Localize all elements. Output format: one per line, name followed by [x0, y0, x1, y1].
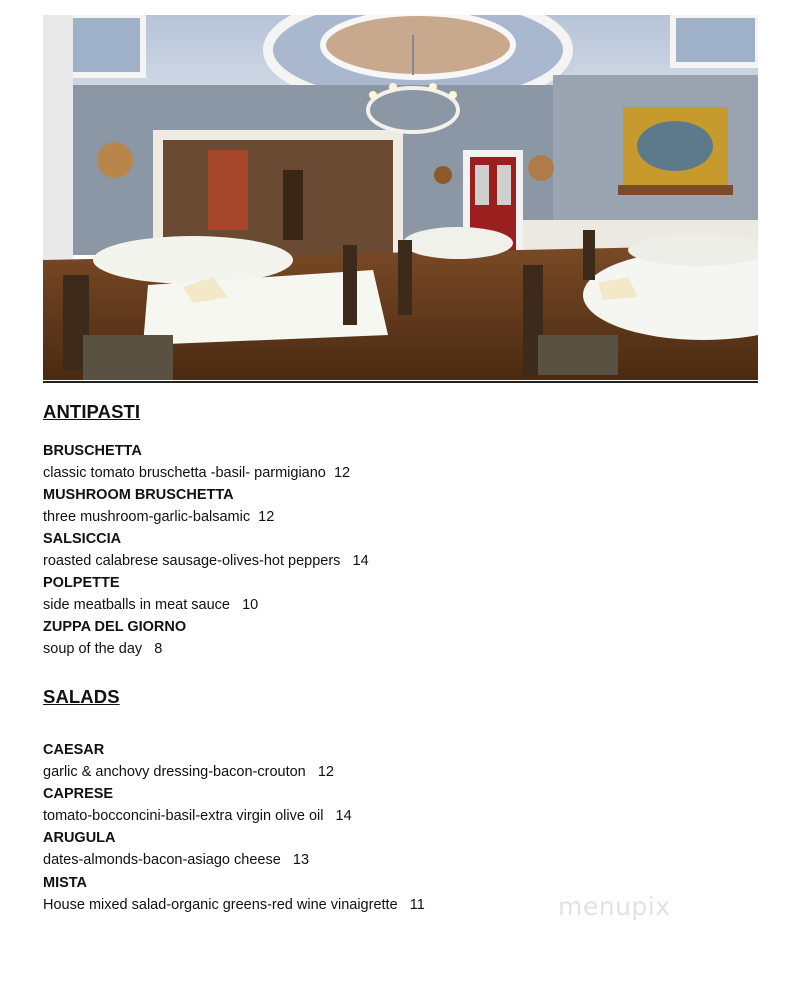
item-name: SALSICCIA: [43, 531, 122, 547]
item-description: roasted calabrese sausage-olives-hot peppers: [43, 553, 341, 569]
menu-item-caesar: [43, 739, 334, 783]
divider-rule: [43, 381, 758, 383]
item-description: House mixed salad-organic greens-red wine vinaigrette: [43, 897, 398, 913]
item-name: POLPETTE: [43, 575, 120, 591]
item-description-line: [43, 506, 274, 528]
menu-item-arugula: [43, 827, 309, 871]
menu-item-mushroom-bruschetta: [43, 484, 274, 528]
item-description-line: [43, 805, 352, 827]
menu-item-polpette: [43, 572, 258, 616]
item-price: 12: [333, 465, 351, 481]
item-price: 14: [352, 553, 369, 569]
item-description: soup of the day: [43, 641, 143, 657]
item-description: classic tomato bruschetta -basil- parmigiano: [43, 465, 326, 481]
item-name: ARUGULA: [43, 830, 116, 846]
item-description-line: [43, 894, 425, 916]
item-description-line: [43, 550, 369, 572]
item-description-line: [43, 594, 258, 616]
item-description: garlic & anchovy dressing-bacon-crouton: [43, 764, 306, 780]
item-description-line: [43, 849, 309, 871]
item-name: CAESAR: [43, 742, 105, 758]
item-name: MUSHROOM BRUSCHETTA: [43, 487, 234, 503]
item-price: 12: [317, 764, 334, 780]
item-description: side meatballs in meat sauce: [43, 597, 230, 613]
item-description-line: [43, 462, 350, 484]
menupix-watermark: menupix: [558, 892, 671, 921]
item-description-line: [43, 761, 334, 783]
item-description: tomato-bocconcini-basil-extra virgin olive oil: [43, 808, 324, 824]
restaurant-dining-room-photo: [43, 15, 758, 380]
item-price: 13: [292, 852, 310, 868]
item-name: ZUPPA DEL GIORNO: [43, 619, 187, 635]
section-title-salads: SALADS: [43, 686, 120, 707]
item-description: dates-almonds-bacon-asiago cheese: [43, 852, 281, 868]
menu-item-caprese: [43, 783, 352, 827]
menu-item-salsiccia: [43, 528, 369, 572]
menu-item-zuppa-del-giorno: [43, 616, 186, 660]
item-price: 10: [242, 597, 259, 613]
item-price: 12: [258, 509, 275, 525]
item-price: 8: [154, 641, 163, 657]
item-name: CAPRESE: [43, 786, 114, 802]
section-title-antipasti: ANTIPASTI: [43, 401, 141, 422]
item-name: BRUSCHETTA: [43, 443, 142, 459]
item-description: three mushroom-garlic-balsamic: [43, 509, 251, 525]
menu-item-bruschetta: [43, 440, 350, 484]
item-name: MISTA: [43, 875, 88, 891]
item-description-line: [43, 638, 186, 660]
item-price: 14: [335, 808, 352, 824]
item-price: 11: [409, 897, 425, 913]
menu-item-mista: [43, 872, 425, 916]
